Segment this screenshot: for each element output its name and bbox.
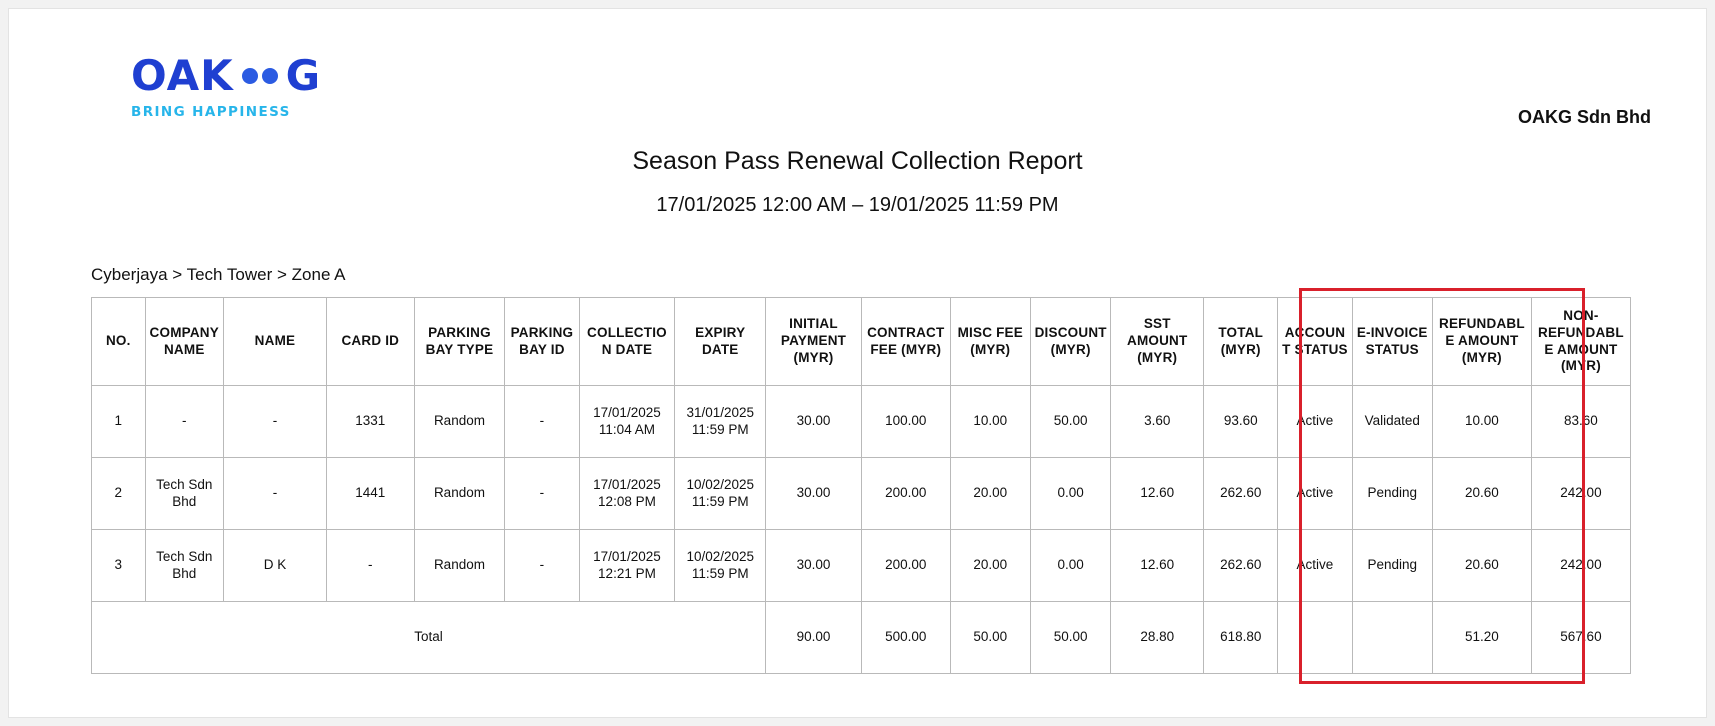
cell-collection-date: 17/01/2025 11:04 AM [579, 386, 675, 458]
cell-einvoice-status: Pending [1352, 530, 1432, 602]
cell-sst-amount: 12.60 [1111, 530, 1204, 602]
total-einvoice-status [1352, 602, 1432, 674]
col-company-name: COMPANY NAME [145, 298, 223, 386]
col-collection-date: COLLECTION DATE [579, 298, 675, 386]
logo-text-right: G [285, 51, 322, 100]
cell-expiry-date: 10/02/2025 11:59 PM [675, 530, 766, 602]
logo-tagline: BRING HAPPINESS [131, 104, 291, 120]
col-misc-fee: MISC FEE (MYR) [950, 298, 1030, 386]
col-parking-bay-id: PARKING BAY ID [505, 298, 579, 386]
col-card-id: CARD ID [327, 298, 415, 386]
cell-refundable-amount: 10.00 [1432, 386, 1531, 458]
cell-parking-bay-id: - [505, 386, 579, 458]
col-parking-bay-type: PARKING BAY TYPE [414, 298, 505, 386]
cell-non-refundable-amount: 83.60 [1531, 386, 1630, 458]
logo-text-left: OAK [131, 51, 234, 100]
cell-collection-date: 17/01/2025 12:21 PM [579, 530, 675, 602]
cell-parking-bay-type: Random [414, 386, 505, 458]
total-account-status [1278, 602, 1352, 674]
cell-total: 262.60 [1204, 530, 1278, 602]
cell-misc-fee: 10.00 [950, 386, 1030, 458]
table-total-row [92, 602, 1631, 674]
cell-discount: 0.00 [1030, 530, 1110, 602]
cell-non-refundable-amount: 242.00 [1531, 458, 1630, 530]
cell-name: D K [223, 530, 326, 602]
col-refundable-amount: REFUNDABLE AMOUNT (MYR) [1432, 298, 1531, 386]
col-no: NO. [92, 298, 146, 386]
oakg-logo [131, 51, 341, 135]
table-row [92, 458, 1631, 530]
cell-company-name: Tech Sdn Bhd [145, 458, 223, 530]
cell-card-id: 1441 [327, 458, 415, 530]
col-non-refundable-amount: NON-REFUNDABLE AMOUNT (MYR) [1531, 298, 1630, 386]
cell-sst-amount: 3.60 [1111, 386, 1204, 458]
cell-name: - [223, 386, 326, 458]
col-name: NAME [223, 298, 326, 386]
cell-initial-payment: 30.00 [766, 458, 862, 530]
cell-refundable-amount: 20.60 [1432, 458, 1531, 530]
total-non-refundable-amount: 567.60 [1531, 602, 1630, 674]
cell-card-id: 1331 [327, 386, 415, 458]
cell-contract-fee: 100.00 [861, 386, 950, 458]
logo-wordmark [131, 51, 341, 100]
cell-parking-bay-type: Random [414, 458, 505, 530]
breadcrumb: Cyberjaya > Tech Tower > Zone A [91, 265, 346, 284]
cell-misc-fee: 20.00 [950, 458, 1030, 530]
col-total: TOTAL (MYR) [1204, 298, 1278, 386]
cell-company-name: - [145, 386, 223, 458]
company-name: OAKG Sdn Bhd [1518, 107, 1651, 127]
cell-initial-payment: 30.00 [766, 530, 862, 602]
cell-account-status: Active [1278, 458, 1352, 530]
cell-misc-fee: 20.00 [950, 530, 1030, 602]
table-body [92, 386, 1631, 674]
cell-discount: 0.00 [1030, 458, 1110, 530]
total-misc-fee: 50.00 [950, 602, 1030, 674]
table-row [92, 530, 1631, 602]
cell-contract-fee: 200.00 [861, 530, 950, 602]
report-table-wrapper [91, 297, 1631, 674]
total-refundable-amount: 51.20 [1432, 602, 1531, 674]
report-date-range: 17/01/2025 12:00 AM – 19/01/2025 11:59 PM [656, 194, 1059, 216]
cell-initial-payment: 30.00 [766, 386, 862, 458]
col-initial-payment: INITIAL PAYMENT (MYR) [766, 298, 862, 386]
cell-contract-fee: 200.00 [861, 458, 950, 530]
cell-account-status: Active [1278, 386, 1352, 458]
cell-no: 2 [92, 458, 146, 530]
cell-company-name: Tech Sdn Bhd [145, 530, 223, 602]
report-sheet [8, 8, 1707, 718]
col-account-status: ACCOUNT STATUS [1278, 298, 1352, 386]
cell-einvoice-status: Pending [1352, 458, 1432, 530]
cell-parking-bay-id: - [505, 530, 579, 602]
cell-einvoice-status: Validated [1352, 386, 1432, 458]
total-label: Total [92, 602, 766, 674]
table-header-row [92, 298, 1631, 386]
table-row [92, 386, 1631, 458]
cell-expiry-date: 31/01/2025 11:59 PM [675, 386, 766, 458]
cell-non-refundable-amount: 242.00 [1531, 530, 1630, 602]
total-contract-fee: 500.00 [861, 602, 950, 674]
cell-no: 1 [92, 386, 146, 458]
col-contract-fee: CONTRACT FEE (MYR) [861, 298, 950, 386]
cell-parking-bay-type: Random [414, 530, 505, 602]
cell-total: 93.60 [1204, 386, 1278, 458]
cell-expiry-date: 10/02/2025 11:59 PM [675, 458, 766, 530]
cell-total: 262.60 [1204, 458, 1278, 530]
cell-no: 3 [92, 530, 146, 602]
total-total: 618.80 [1204, 602, 1278, 674]
cell-parking-bay-id: - [505, 458, 579, 530]
report-table [91, 297, 1631, 674]
col-sst-amount: SST AMOUNT (MYR) [1111, 298, 1204, 386]
cell-card-id: - [327, 530, 415, 602]
total-sst-amount: 28.80 [1111, 602, 1204, 674]
total-discount: 50.00 [1030, 602, 1110, 674]
cell-sst-amount: 12.60 [1111, 458, 1204, 530]
logo-dots-icon [240, 68, 280, 84]
total-initial-payment: 90.00 [766, 602, 862, 674]
cell-discount: 50.00 [1030, 386, 1110, 458]
col-expiry-date: EXPIRY DATE [675, 298, 766, 386]
cell-collection-date: 17/01/2025 12:08 PM [579, 458, 675, 530]
page-title: Season Pass Renewal Collection Report [632, 147, 1083, 175]
report-header [9, 9, 1706, 129]
col-einvoice-status: E-INVOICE STATUS [1352, 298, 1432, 386]
col-discount: DISCOUNT (MYR) [1030, 298, 1110, 386]
cell-name: - [223, 458, 326, 530]
cell-account-status: Active [1278, 530, 1352, 602]
cell-refundable-amount: 20.60 [1432, 530, 1531, 602]
